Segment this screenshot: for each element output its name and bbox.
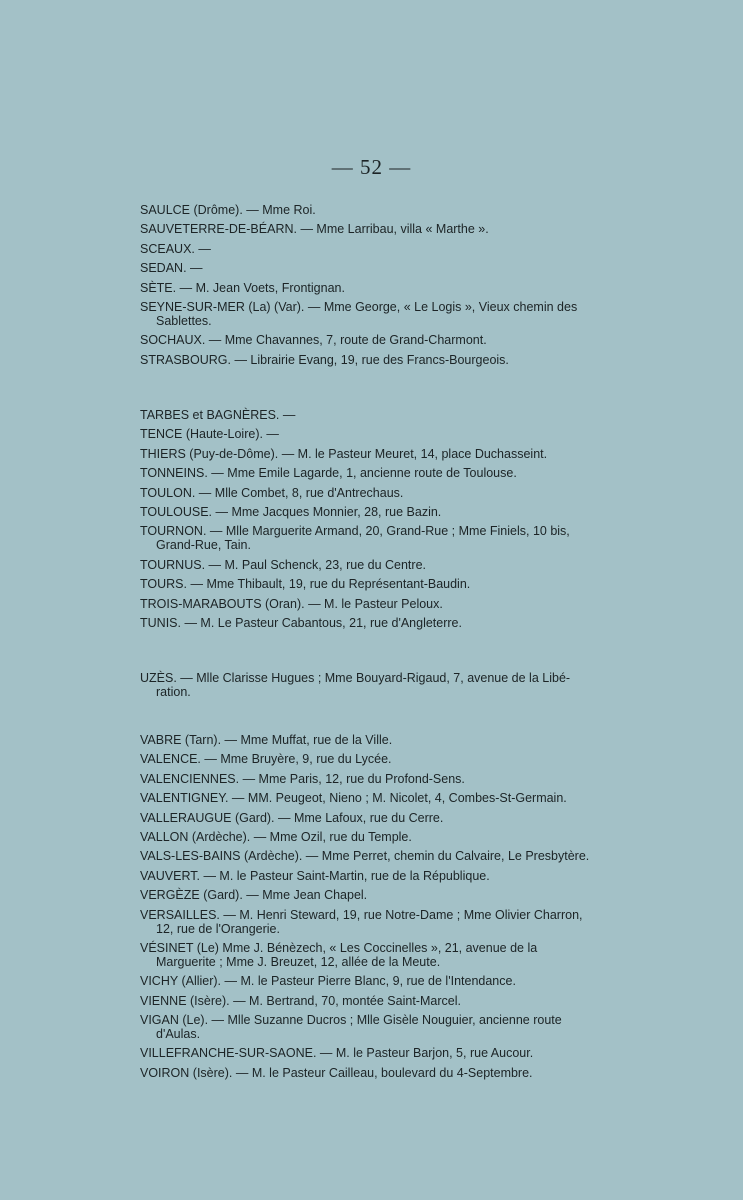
directory-entry bbox=[140, 281, 675, 295]
entry-text: TUNIS. — M. Le Pasteur Cabantous, 21, rue d'Angleterre. bbox=[140, 615, 462, 630]
entry-text: THIERS (Puy-de-Dôme). — M. le Pasteur Meuret, 14, place Duchasseint. bbox=[140, 446, 548, 461]
directory-entry bbox=[140, 908, 675, 936]
directory-entry bbox=[140, 772, 675, 786]
directory-entry bbox=[140, 941, 675, 969]
directory-entry bbox=[140, 597, 675, 611]
directory-entry bbox=[140, 242, 675, 256]
directory-entry bbox=[140, 616, 675, 630]
entry-text: VAUVERT. — M. le Pasteur Saint-Martin, rue de la République. bbox=[140, 868, 490, 883]
entry-text: TENCE (Haute-Loire). — bbox=[140, 427, 279, 442]
directory-entry bbox=[140, 869, 675, 883]
entry-text: STRASBOURG. — Librairie Evang, 19, rue des Francs-Bourgeois. bbox=[140, 352, 509, 367]
entry-text: VIGAN (Le). — Mlle Suzanne Ducros ; Mlle Gisèle Nouguier, ancienne route bbox=[140, 1013, 562, 1028]
entry-continuation: d'Aulas. bbox=[156, 1027, 201, 1042]
directory-entry bbox=[140, 447, 675, 461]
entry-text: SCEAUX. — bbox=[140, 241, 211, 256]
entry-text: SAUVETERRE-DE-BÉARN. — Mme Larribau, villa « Marthe ». bbox=[140, 222, 489, 237]
directory-entry bbox=[140, 791, 675, 805]
entry-text: VALLON (Ardèche). — Mme Ozil, rue du Temple. bbox=[140, 829, 412, 844]
entry-text: VOIRON (Isère). — M. le Pasteur Cailleau, boulevard du 4-Septembre. bbox=[140, 1065, 533, 1080]
entry-text: TOULON. — Mlle Combet, 8, rue d'Antrechaus. bbox=[140, 485, 404, 500]
entry-text: TROIS-MARABOUTS (Oran). — M. le Pasteur Peloux. bbox=[140, 596, 443, 611]
directory-entry bbox=[140, 261, 675, 275]
directory-entry bbox=[140, 300, 675, 328]
entry-text: TOURS. — Mme Thibault, 19, rue du Représentant-Baudin. bbox=[140, 577, 471, 592]
entry-text: TONNEINS. — Mme Emile Lagarde, 1, ancienne route de Toulouse. bbox=[140, 466, 517, 481]
entry-text: VABRE (Tarn). — Mme Muffat, rue de la Ville. bbox=[140, 733, 393, 747]
section-s bbox=[140, 203, 675, 372]
directory-entry bbox=[140, 353, 675, 367]
directory-entry bbox=[140, 333, 675, 347]
directory-entry bbox=[140, 733, 675, 747]
entry-text: TOULOUSE. — Mme Jacques Monnier, 28, rue Bazin. bbox=[140, 504, 442, 519]
directory-entry bbox=[140, 203, 675, 217]
section-v bbox=[140, 733, 675, 1085]
directory-entry bbox=[140, 974, 675, 988]
entry-text: VALENTIGNEY. — MM. Peugeot, Nieno ; M. Nicolet, 4, Combes-St-Germain. bbox=[140, 791, 567, 806]
directory-entry bbox=[140, 752, 675, 766]
directory-entry bbox=[140, 811, 675, 825]
directory-entry bbox=[140, 222, 675, 236]
directory-entry bbox=[140, 1066, 675, 1080]
entry-text: VALS-LES-BAINS (Ardèche). — Mme Perret, chemin du Calvaire, Le Presbytère. bbox=[140, 849, 590, 864]
entry-text: VILLEFRANCHE-SUR-SAONE. — M. le Pasteur Barjon, 5, rue Aucour. bbox=[140, 1046, 534, 1061]
entry-text: VERGÈZE (Gard). — Mme Jean Chapel. bbox=[140, 888, 368, 903]
entry-text: VALENCE. — Mme Bruyère, 9, rue du Lycée. bbox=[140, 752, 392, 767]
directory-entry bbox=[140, 577, 675, 591]
entry-text: SAULCE (Drôme). — Mme Roi. bbox=[140, 203, 316, 217]
entry-text: SEYNE-SUR-MER (La) (Var). — Mme George, « Le Logis », Vieux chemin des bbox=[140, 299, 578, 314]
entry-text: VALLERAUGUE (Gard). — Mme Lafoux, rue du Cerre. bbox=[140, 810, 444, 825]
entry-continuation: Sablettes. bbox=[156, 313, 212, 328]
entry-continuation: ration. bbox=[156, 685, 191, 699]
directory-entry bbox=[140, 486, 675, 500]
directory-entry bbox=[140, 888, 675, 902]
directory-entry bbox=[140, 427, 675, 441]
directory-entry bbox=[140, 408, 675, 422]
entry-text: VERSAILLES. — M. Henri Steward, 19, rue Notre-Dame ; Mme Olivier Charron, bbox=[140, 907, 583, 922]
directory-entry bbox=[140, 849, 675, 863]
entry-text: TARBES et BAGNÈRES. — bbox=[140, 408, 296, 422]
page-number: — 52 — bbox=[331, 155, 412, 179]
entry-continuation: 12, rue de l'Orangerie. bbox=[156, 921, 280, 936]
directory-entry bbox=[140, 505, 675, 519]
section-u bbox=[140, 671, 675, 704]
directory-entry bbox=[140, 830, 675, 844]
entry-text: VICHY (Allier). — M. le Pasteur Pierre Blanc, 9, rue de l'Intendance. bbox=[140, 974, 516, 989]
entry-text: SÈTE. — M. Jean Voets, Frontignan. bbox=[140, 280, 345, 295]
entry-text: TOURNUS. — M. Paul Schenck, 23, rue du Centre. bbox=[140, 557, 426, 572]
entry-text: TOURNON. — Mlle Marguerite Armand, 20, Grand-Rue ; Mme Finiels, 10 bis, bbox=[140, 524, 570, 539]
entry-continuation: Marguerite ; Mme J. Breuzet, 12, allée de la Meute. bbox=[156, 954, 441, 969]
entry-text: VÉSINET (Le) Mme J. Bénèzech, « Les Coccinelles », 21, avenue de la bbox=[140, 940, 538, 955]
entry-text: UZÈS. — Mlle Clarisse Hugues ; Mme Bouyard-Rigaud, 7, avenue de la Libé- bbox=[140, 671, 571, 685]
directory-entry bbox=[140, 558, 675, 572]
entry-text: SEDAN. — bbox=[140, 261, 203, 276]
directory-entry bbox=[140, 1013, 675, 1041]
section-t bbox=[140, 408, 675, 635]
entry-continuation: Grand-Rue, Tain. bbox=[156, 538, 251, 553]
directory-entry bbox=[140, 671, 675, 699]
entry-text: VALENCIENNES. — Mme Paris, 12, rue du Profond-Sens. bbox=[140, 771, 465, 786]
directory-entry bbox=[140, 994, 675, 1008]
directory-entry bbox=[140, 466, 675, 480]
entry-text: VIENNE (Isère). — M. Bertrand, 70, montée Saint-Marcel. bbox=[140, 993, 461, 1008]
directory-entry bbox=[140, 1046, 675, 1060]
entry-text: SOCHAUX. — Mme Chavannes, 7, route de Grand-Charmont. bbox=[140, 333, 487, 348]
directory-entry bbox=[140, 524, 675, 552]
